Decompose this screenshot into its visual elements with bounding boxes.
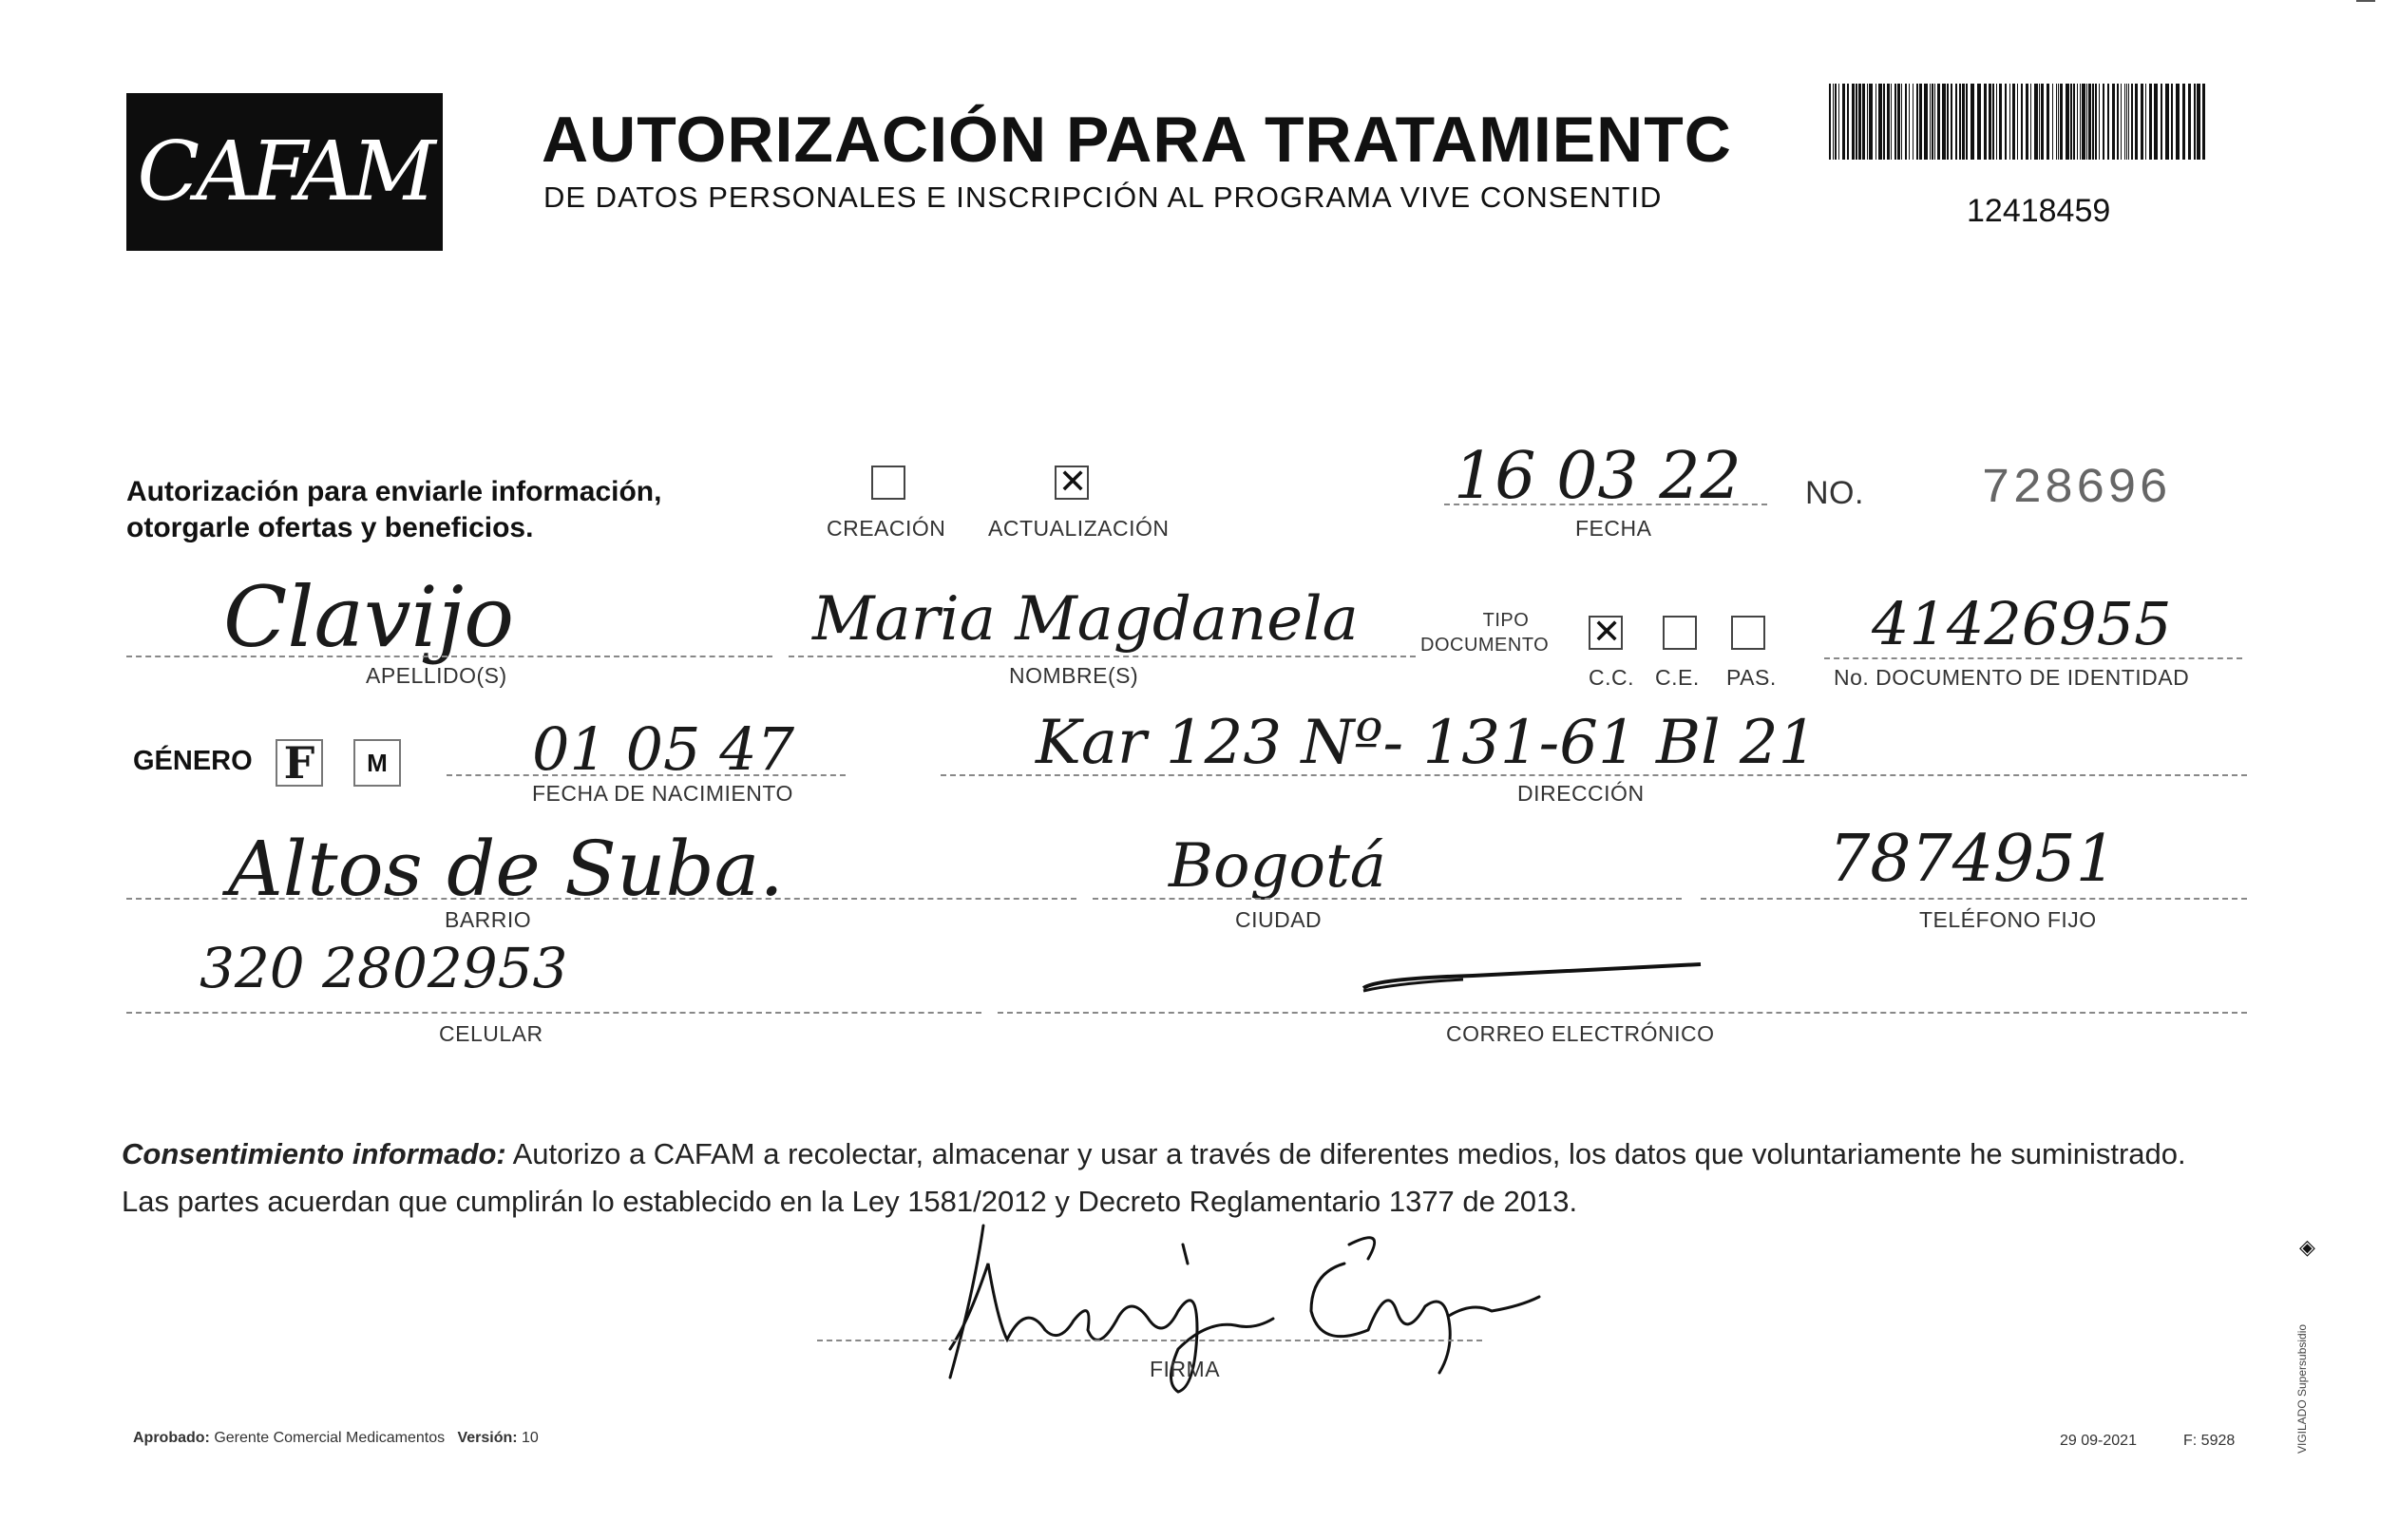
- barcode-bar: [2145, 84, 2146, 160]
- barcode-bar: [1955, 84, 1957, 160]
- barcode-bar: [1847, 84, 1849, 160]
- barcode-bar: [1833, 84, 1834, 160]
- barcode-bar: [2060, 84, 2063, 160]
- barcode-bar: [2077, 84, 2078, 160]
- barcode-bar: [2052, 84, 2053, 160]
- barcode-bar: [1901, 84, 1902, 160]
- barcode-bar: [1891, 84, 1892, 160]
- barcode-bar: [2021, 84, 2023, 160]
- nacimiento-label: FECHA DE NACIMIENTO: [532, 781, 793, 806]
- intro-line-1: Autorización para enviarle información,: [126, 476, 662, 507]
- barcode-bar: [2135, 84, 2138, 160]
- barcode-bar: [2047, 84, 2049, 160]
- consent-line-2: Las partes acuerdan que cumplirán lo establecido en la Ley 1581/2012 y Decreto Reglamentario 1377 de 2013.: [122, 1185, 1578, 1218]
- genero-f-option: F: [283, 737, 315, 789]
- correo-label: CORREO ELECTRÓNICO: [1446, 1021, 1715, 1046]
- tipo-doc-label-2: DOCUMENTO: [1420, 635, 1550, 656]
- barcode-bar: [1930, 84, 1931, 160]
- ciudad-line: [1093, 898, 1682, 900]
- barcode-bar: [1996, 84, 1997, 160]
- footer-approval: [133, 1430, 539, 1447]
- barcode-bar: [2086, 84, 2087, 160]
- barcode-bar: [1887, 84, 1890, 160]
- fecha-value[interactable]: 16 03 22: [1454, 439, 1742, 514]
- barcode-bar: [2026, 84, 2028, 160]
- barcode-bar: [1909, 84, 1910, 160]
- barcode-bar: [2117, 84, 2119, 160]
- barcode-bar: [2066, 84, 2069, 160]
- barcode-bar: [1894, 84, 1896, 160]
- barcode-bar: [2080, 84, 2081, 160]
- fecha-line: [1444, 504, 1767, 505]
- intro-line-2: otorgarle ofertas y beneficios.: [126, 512, 534, 543]
- barcode-bar: [2141, 84, 2143, 160]
- tipo-doc-pas-checkbox[interactable]: [1731, 616, 1765, 650]
- barcode-bar: [1989, 84, 1991, 160]
- barcode-bar: [2073, 84, 2075, 160]
- telefono-label: TELÉFONO FIJO: [1919, 907, 2097, 932]
- tipo-doc-ce-checkbox[interactable]: [1663, 616, 1697, 650]
- barcode-bar: [2088, 84, 2091, 160]
- ciudad-value[interactable]: Bogotá: [1169, 831, 1386, 902]
- form-title: AUTORIZACIÓN PARA TRATAMIENTC: [542, 104, 1732, 176]
- barcode-bar: [2154, 84, 2158, 160]
- barcode-bar: [2070, 84, 2072, 160]
- nombres-label: NOMBRE(S): [1009, 663, 1139, 688]
- ciudad-label: CIUDAD: [1235, 907, 1323, 932]
- supersubsidio-icon: ◈: [2299, 1235, 2315, 1259]
- barcode-bar: [2082, 84, 2085, 160]
- version-value: 10: [522, 1430, 539, 1446]
- nombres-value[interactable]: Maria Magdanela: [812, 584, 1359, 655]
- barcode-bar: [1962, 84, 1965, 160]
- barcode-bar: [1966, 84, 1968, 160]
- creacion-checkbox[interactable]: [871, 466, 905, 500]
- celular-value[interactable]: 320 2802953: [200, 936, 568, 1000]
- barcode-bar: [2056, 84, 2057, 160]
- telefono-line: [1701, 898, 2247, 900]
- genero-f-box[interactable]: [276, 739, 323, 787]
- barcode-bar: [1858, 84, 1861, 160]
- barcode-bar: [2176, 84, 2180, 160]
- barcode-bar: [2009, 84, 2010, 160]
- consent-text-1: Autorizo a CAFAM a recolectar, almacenar y usar a través de diferentes medios, los datos que voluntariamente he suministrado.: [505, 1137, 2186, 1170]
- numero-label: NO.: [1805, 475, 1864, 511]
- corner-mark: [2356, 0, 2375, 2]
- barcode-bar: [1867, 84, 1868, 160]
- actualizacion-label: ACTUALIZACIÓN: [988, 516, 1170, 541]
- tipo-doc-option-cc: C.C.: [1589, 665, 1634, 690]
- barcode-bar: [2103, 84, 2104, 160]
- barcode-bar: [2030, 84, 2031, 160]
- barcode-bar: [2165, 84, 2169, 160]
- apellidos-value[interactable]: Clavijo: [223, 568, 515, 666]
- barcode-bar: [1937, 84, 1940, 160]
- barcode-bar: [1878, 84, 1882, 160]
- apellidos-label: APELLIDO(S): [366, 663, 507, 688]
- barcode: [1829, 84, 2209, 160]
- vigilado-side-text: VIGILADO Supersubsidio: [2295, 1323, 2309, 1454]
- barcode-bar: [2017, 84, 2018, 160]
- barcode-bar: [2197, 84, 2200, 160]
- barcode-bar: [2005, 84, 2007, 160]
- barcode-bar: [2128, 84, 2129, 160]
- consent-line-1: [122, 1131, 2186, 1178]
- footer-date: 29 09-2021: [2060, 1433, 2137, 1449]
- tipo-doc-cc-checkbox[interactable]: [1589, 616, 1623, 650]
- direccion-line: [941, 774, 2247, 776]
- numero-value: 728696: [1981, 461, 2171, 517]
- footer-code: F: 5928: [2183, 1433, 2236, 1449]
- barrio-label: BARRIO: [445, 907, 532, 932]
- barcode-bar: [2194, 84, 2196, 160]
- barcode-bar: [1919, 84, 1922, 160]
- barcode-bar: [2188, 84, 2191, 160]
- documento-line: [1824, 657, 2242, 659]
- authorization-intro: [126, 474, 661, 546]
- barcode-bar: [1942, 84, 1946, 160]
- documento-value[interactable]: 41426955: [1872, 589, 2172, 658]
- aprobado-label: Aprobado:: [133, 1430, 210, 1446]
- barcode-bar: [1934, 84, 1935, 160]
- celular-line: [126, 1012, 981, 1014]
- barcode-bar: [1984, 84, 1987, 160]
- barcode-bar: [1977, 84, 1981, 160]
- barcode-bar: [2095, 84, 2097, 160]
- telefono-value[interactable]: 7874951: [1829, 822, 2117, 897]
- barcode-bar: [2112, 84, 2115, 160]
- consent-heading: Consentimiento informado:: [122, 1137, 506, 1170]
- barcode-bar: [2131, 84, 2133, 160]
- barcode-bar: [2161, 84, 2162, 160]
- barcode-bar: [2107, 84, 2109, 160]
- firma-label: FIRMA: [1150, 1357, 1221, 1381]
- genero-label: GÉNERO: [133, 746, 253, 776]
- barcode-bar: [2012, 84, 2015, 160]
- barcode-number: 12418459: [1967, 193, 2111, 229]
- barcode-bar: [1959, 84, 1961, 160]
- barcode-bar: [2041, 84, 2044, 160]
- barcode-bar: [1852, 84, 1855, 160]
- barcode-bar: [1999, 84, 2002, 160]
- direccion-label: DIRECCIÓN: [1517, 781, 1645, 806]
- nacimiento-line: [447, 774, 846, 776]
- barcode-bar: [1862, 84, 1865, 160]
- barcode-bar: [1992, 84, 1994, 160]
- barcode-bar: [1947, 84, 1949, 160]
- barcode-bar: [2092, 84, 2094, 160]
- barcode-bar: [1875, 84, 1876, 160]
- barcode-bar: [1924, 84, 1928, 160]
- barcode-bar: [2099, 84, 2100, 160]
- barcode-bar: [1835, 84, 1837, 160]
- tipo-doc-label-1: TIPO: [1482, 610, 1530, 631]
- genero-m-box[interactable]: [353, 739, 401, 787]
- genero-m-option: M: [367, 748, 388, 777]
- correo-line: [998, 1012, 2247, 1014]
- barcode-bar: [1838, 84, 1839, 160]
- barcode-bar: [1897, 84, 1900, 160]
- barcode-bar: [1932, 84, 1933, 160]
- firma-line: [817, 1340, 1482, 1341]
- celular-label: CELULAR: [439, 1021, 543, 1046]
- barrio-line: [126, 898, 1076, 900]
- barcode-bar: [1971, 84, 1974, 160]
- barcode-bar: [2124, 84, 2125, 160]
- logo-text: CAFAM: [137, 124, 432, 219]
- correo-strike: [1359, 955, 1710, 1002]
- version-label: Versión:: [457, 1430, 518, 1446]
- barcode-bar: [1883, 84, 1885, 160]
- barcode-bar: [2202, 84, 2205, 160]
- documento-label: No. DOCUMENTO DE IDENTIDAD: [1834, 665, 2190, 690]
- barcode-bar: [1842, 84, 1845, 160]
- barcode-bar: [1856, 84, 1857, 160]
- barcode-bar: [1905, 84, 1907, 160]
- barcode-bar: [2121, 84, 2122, 160]
- aprobado-value: Gerente Comercial Medicamentos: [214, 1430, 446, 1446]
- barrio-value[interactable]: Altos de Suba.: [228, 825, 784, 913]
- nacimiento-value[interactable]: 01 05 47: [532, 714, 795, 784]
- creacion-label: CREACIÓN: [827, 516, 946, 541]
- tipo-doc-option-ce: C.E.: [1655, 665, 1700, 690]
- cafam-logo: [126, 93, 443, 251]
- barcode-bar: [2171, 84, 2173, 160]
- fecha-label: FECHA: [1575, 516, 1652, 541]
- direccion-value[interactable]: Kar 123 Nº- 131-61 Bl 21: [1036, 708, 1818, 778]
- barcode-bar: [1951, 84, 1952, 160]
- apellidos-line: [126, 656, 772, 657]
- barcode-bar: [1829, 84, 1831, 160]
- barcode-bar: [1916, 84, 1918, 160]
- barcode-bar: [2058, 84, 2059, 160]
- barcode-bar: [1869, 84, 1873, 160]
- barcode-bar: [2126, 84, 2127, 160]
- nombres-line: [789, 656, 1416, 657]
- actualizacion-checkbox[interactable]: [1055, 466, 1089, 500]
- barcode-bar: [2034, 84, 2038, 160]
- signature: [893, 1207, 1767, 1397]
- barcode-bar: [2182, 84, 2185, 160]
- barcode-bar: [2149, 84, 2152, 160]
- barcode-bar: [2039, 84, 2040, 160]
- form-subtitle: DE DATOS PERSONALES E INSCRIPCIÓN AL PROGRAMA VIVE CONSENTID: [543, 181, 1663, 214]
- tipo-doc-option-pas: PAS.: [1726, 665, 1777, 690]
